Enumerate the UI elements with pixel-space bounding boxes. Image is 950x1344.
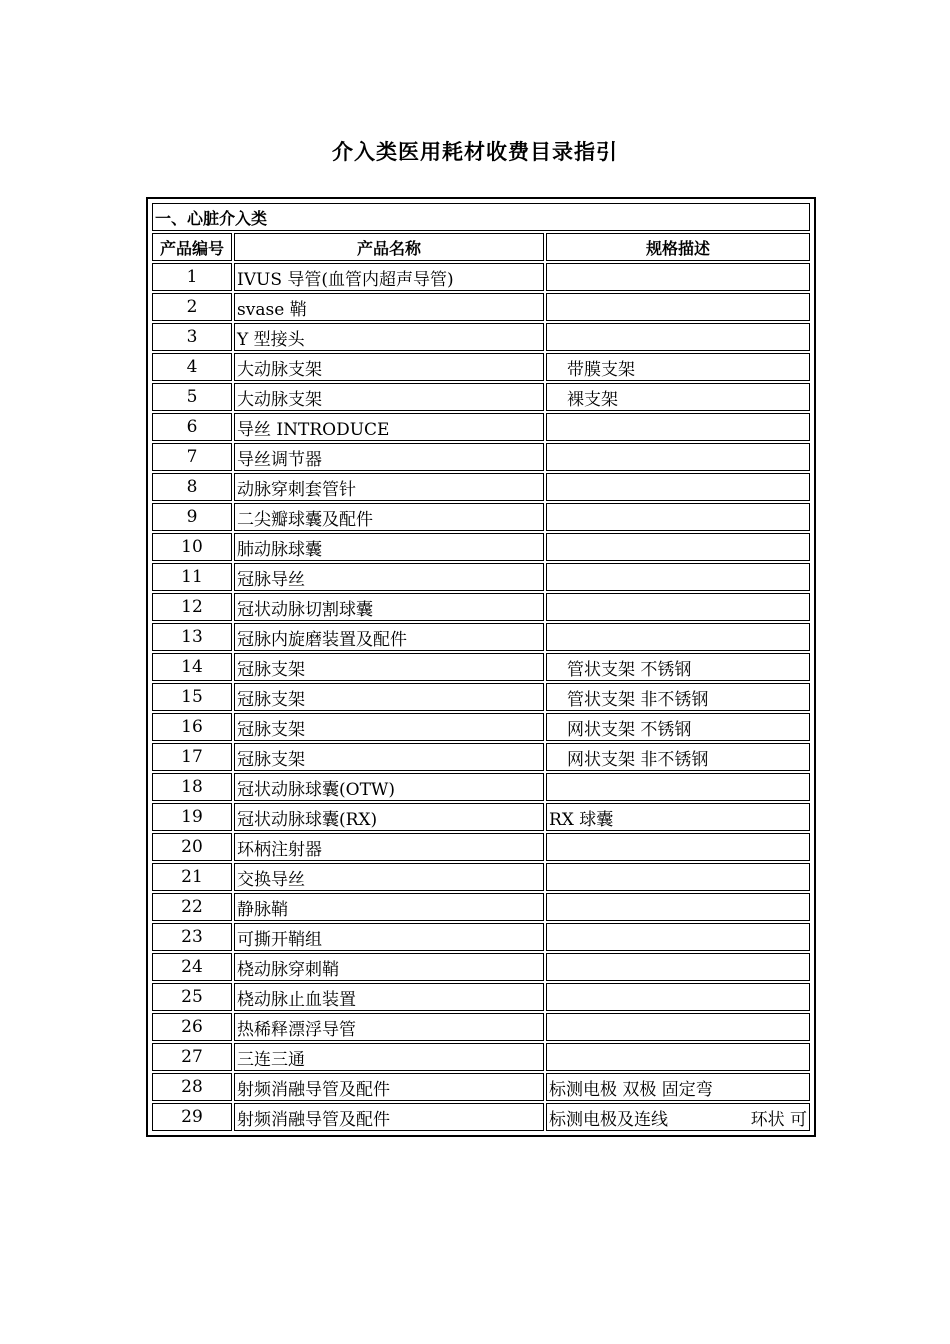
cell-name: 冠状动脉球囊(RX) [234, 803, 544, 831]
table-row [152, 863, 810, 891]
cell-name: 冠状动脉切割球囊 [234, 593, 544, 621]
table-row [152, 293, 810, 321]
table-row [152, 983, 810, 1011]
cell-spec-left: 标测电极及连线 [549, 1109, 668, 1130]
cell-spec [546, 863, 810, 891]
cell-spec: 网状支架 非不锈钢 [546, 743, 810, 771]
cell-num: 11 [152, 563, 232, 591]
cell-name: IVUS 导管(血管内超声导管) [234, 263, 544, 291]
cell-name: 射频消融导管及配件 [234, 1073, 544, 1101]
page-title: 介入类医用耗材收费目录指引 [332, 140, 618, 164]
cell-name: 导丝 INTRODUCE [234, 413, 544, 441]
cell-name: 导丝调节器 [234, 443, 544, 471]
cell-spec [546, 1103, 810, 1131]
cell-num: 28 [152, 1073, 232, 1101]
catalog-table-frame [146, 197, 816, 1137]
header-name: 产品名称 [234, 233, 544, 261]
section-row [152, 203, 810, 231]
cell-num: 16 [152, 713, 232, 741]
table-row [152, 563, 810, 591]
cell-name: 冠脉支架 [234, 743, 544, 771]
table-row [152, 323, 810, 351]
cell-num: 15 [152, 683, 232, 711]
cell-num: 19 [152, 803, 232, 831]
cell-num: 23 [152, 923, 232, 951]
cell-spec: 裸支架 [546, 383, 810, 411]
cell-name: 热稀释漂浮导管 [234, 1013, 544, 1041]
cell-spec [546, 893, 810, 921]
cell-spec: 标测电极 双极 固定弯 [546, 1073, 810, 1101]
table-row [152, 833, 810, 861]
table-row [152, 953, 810, 981]
catalog-table [150, 201, 812, 1133]
cell-name: 大动脉支架 [234, 353, 544, 381]
cell-num: 29 [152, 1103, 232, 1131]
cell-num: 6 [152, 413, 232, 441]
cell-spec [546, 413, 810, 441]
cell-spec: 管状支架 不锈钢 [546, 653, 810, 681]
cell-spec: 网状支架 不锈钢 [546, 713, 810, 741]
cell-spec [546, 923, 810, 951]
cell-spec: 带膜支架 [546, 353, 810, 381]
cell-spec [546, 473, 810, 501]
cell-spec [546, 533, 810, 561]
cell-num: 25 [152, 983, 232, 1011]
cell-name: 动脉穿刺套管针 [234, 473, 544, 501]
section-title: 一、心脏介入类 [152, 203, 810, 231]
table-row [152, 473, 810, 501]
cell-name: Y 型接头 [234, 323, 544, 351]
cell-num: 3 [152, 323, 232, 351]
table-row [152, 1073, 810, 1101]
cell-num: 20 [152, 833, 232, 861]
table-row [152, 593, 810, 621]
header-spec: 规格描述 [546, 233, 810, 261]
cell-spec [546, 503, 810, 531]
cell-name: 大动脉支架 [234, 383, 544, 411]
table-row [152, 773, 810, 801]
table-row [152, 743, 810, 771]
cell-spec [546, 443, 810, 471]
cell-spec: RX 球囊 [546, 803, 810, 831]
table-row [152, 923, 810, 951]
cell-spec [546, 1043, 810, 1071]
cell-name: 三连三通 [234, 1043, 544, 1071]
cell-num: 2 [152, 293, 232, 321]
cell-name: 桡动脉止血装置 [234, 983, 544, 1011]
cell-name: 肺动脉球囊 [234, 533, 544, 561]
table-row [152, 353, 810, 381]
cell-spec [546, 623, 810, 651]
cell-name: 交换导丝 [234, 863, 544, 891]
cell-num: 26 [152, 1013, 232, 1041]
table-row [152, 653, 810, 681]
cell-num: 12 [152, 593, 232, 621]
cell-spec [546, 833, 810, 861]
table-row [152, 683, 810, 711]
cell-num: 13 [152, 623, 232, 651]
cell-name: 桡动脉穿刺鞘 [234, 953, 544, 981]
table-row [152, 413, 810, 441]
cell-spec [546, 773, 810, 801]
cell-num: 1 [152, 263, 232, 291]
cell-num: 9 [152, 503, 232, 531]
table-row [152, 503, 810, 531]
cell-name: svase 鞘 [234, 293, 544, 321]
header-row [152, 233, 810, 261]
cell-spec [546, 563, 810, 591]
cell-name: 射频消融导管及配件 [234, 1103, 544, 1131]
cell-num: 5 [152, 383, 232, 411]
cell-name: 冠脉导丝 [234, 563, 544, 591]
table-row [152, 803, 810, 831]
cell-num: 22 [152, 893, 232, 921]
cell-spec [546, 1013, 810, 1041]
cell-spec [546, 593, 810, 621]
table-row [152, 263, 810, 291]
table-row [152, 533, 810, 561]
cell-spec [546, 293, 810, 321]
cell-spec-right: 环状 可 [750, 1109, 807, 1130]
cell-spec [546, 983, 810, 1011]
cell-num: 17 [152, 743, 232, 771]
cell-num: 7 [152, 443, 232, 471]
cell-name: 冠脉支架 [234, 683, 544, 711]
cell-spec [546, 263, 810, 291]
cell-num: 4 [152, 353, 232, 381]
cell-num: 14 [152, 653, 232, 681]
table-row [152, 1013, 810, 1041]
cell-num: 8 [152, 473, 232, 501]
table-row [152, 1103, 810, 1131]
table-row [152, 1043, 810, 1071]
cell-num: 18 [152, 773, 232, 801]
cell-name: 二尖瓣球囊及配件 [234, 503, 544, 531]
cell-spec [546, 323, 810, 351]
table-row [152, 383, 810, 411]
table-row [152, 623, 810, 651]
table-row [152, 893, 810, 921]
cell-num: 21 [152, 863, 232, 891]
table-row [152, 443, 810, 471]
cell-name: 环柄注射器 [234, 833, 544, 861]
cell-num: 24 [152, 953, 232, 981]
cell-spec [546, 953, 810, 981]
header-num: 产品编号 [152, 233, 232, 261]
cell-num: 10 [152, 533, 232, 561]
cell-name: 冠脉支架 [234, 713, 544, 741]
cell-spec: 管状支架 非不锈钢 [546, 683, 810, 711]
cell-num: 27 [152, 1043, 232, 1071]
table-row [152, 713, 810, 741]
cell-name: 冠状动脉球囊(OTW) [234, 773, 544, 801]
cell-name: 冠脉内旋磨装置及配件 [234, 623, 544, 651]
cell-name: 静脉鞘 [234, 893, 544, 921]
cell-name: 可撕开鞘组 [234, 923, 544, 951]
cell-name: 冠脉支架 [234, 653, 544, 681]
